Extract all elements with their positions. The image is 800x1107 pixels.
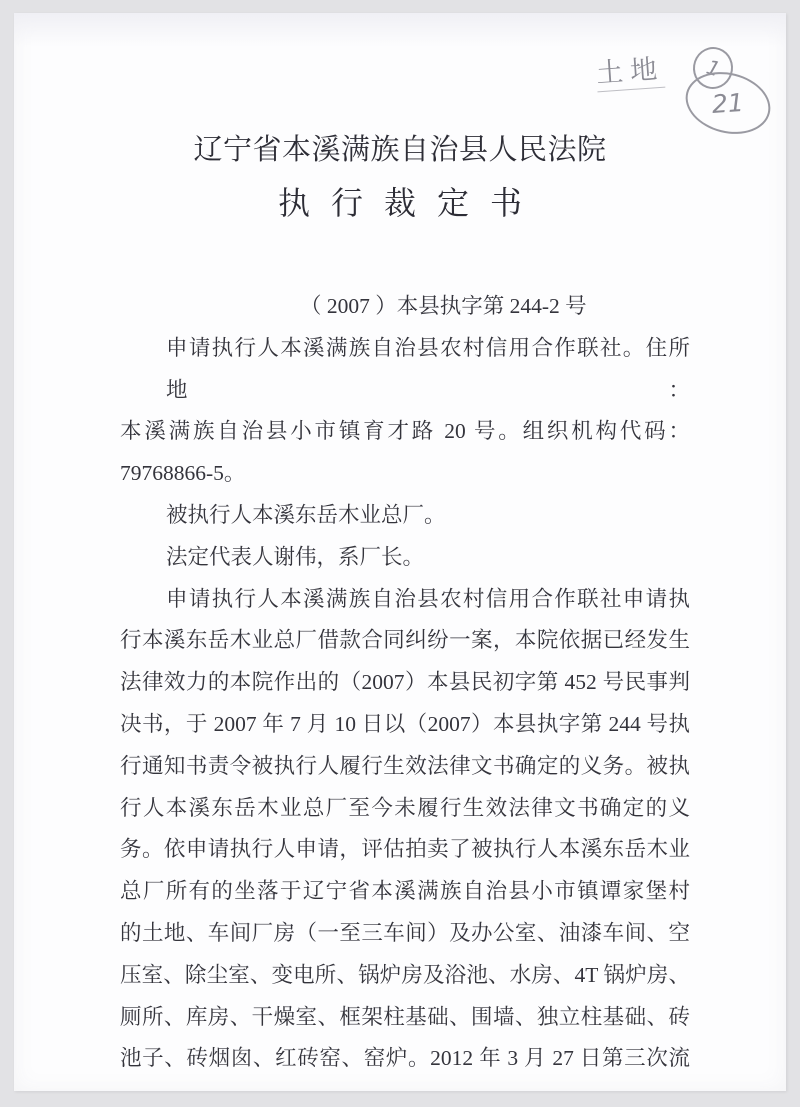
document-line: 行本溪东岳木业总厂借款合同纠纷一案，本院依据已经发生 [120, 628, 690, 653]
document-line: 行通知书责令被执行人履行生效法律文书确定的义务。被执 [120, 753, 690, 778]
document-line: 申请执行人本溪满族自治县农村信用合作联社。住所地： [166, 335, 690, 402]
document-header [14, 133, 786, 222]
document-line: 厕所、库房、干燥室、框架柱基础、围墙、独立柱基础、砖 [120, 1004, 690, 1029]
document-line: 79768866-5。 [120, 461, 246, 486]
document-title: 执行裁定书 [277, 185, 543, 221]
court-name: 辽宁省本溪满族自治县人民法院 [193, 134, 607, 166]
document-line: 决书，于 2007 年 7 月 10 日以（2007）本县执字第 244 号执 [120, 711, 690, 736]
circled-number-21-text: 21 [711, 87, 745, 119]
document-line: 总厂所有的坐落于辽宁省本溪满族自治县小市镇谭家堡村 [120, 879, 690, 904]
document-line: 的土地、车间厂房（一至三车间）及办公室、油漆车间、空 [120, 920, 690, 945]
document-line: 被执行人本溪东岳木业总厂。 [166, 502, 446, 527]
document-line: 申请执行人本溪满族自治县农村信用合作联社申请执 [166, 586, 690, 611]
document-line: 池子、砖烟囱、红砖窑、窑炉。2012 年 3 月 27 日第三次流 [120, 1046, 690, 1071]
document-line: 法律效力的本院作出的（2007）本县民初字第 452 号民事判 [120, 670, 690, 695]
document-page [14, 13, 786, 1091]
handwritten-note-label: 土地 [595, 47, 666, 93]
document-line: 本溪满族自治县小市镇育才路 20 号。组织机构代码： [120, 419, 690, 444]
document-line: 法定代表人谢伟，系厂长。 [166, 544, 425, 569]
document-body [120, 286, 690, 1080]
scan-shadow-band [14, 13, 786, 47]
document-line: 压室、除尘室、变电所、锅炉房及浴池、水房、4T 锅炉房、 [120, 962, 690, 987]
document-line: 行人本溪东岳木业总厂至今未履行生效法律文书确定的义 [120, 795, 690, 820]
case-number: （ 2007 ）本县执字第 244-2 号 [300, 294, 587, 318]
circled-number-1-text: 1 [703, 54, 723, 82]
document-line: 务。依申请执行人申请，评估拍卖了被执行人本溪东岳木业 [120, 837, 690, 862]
